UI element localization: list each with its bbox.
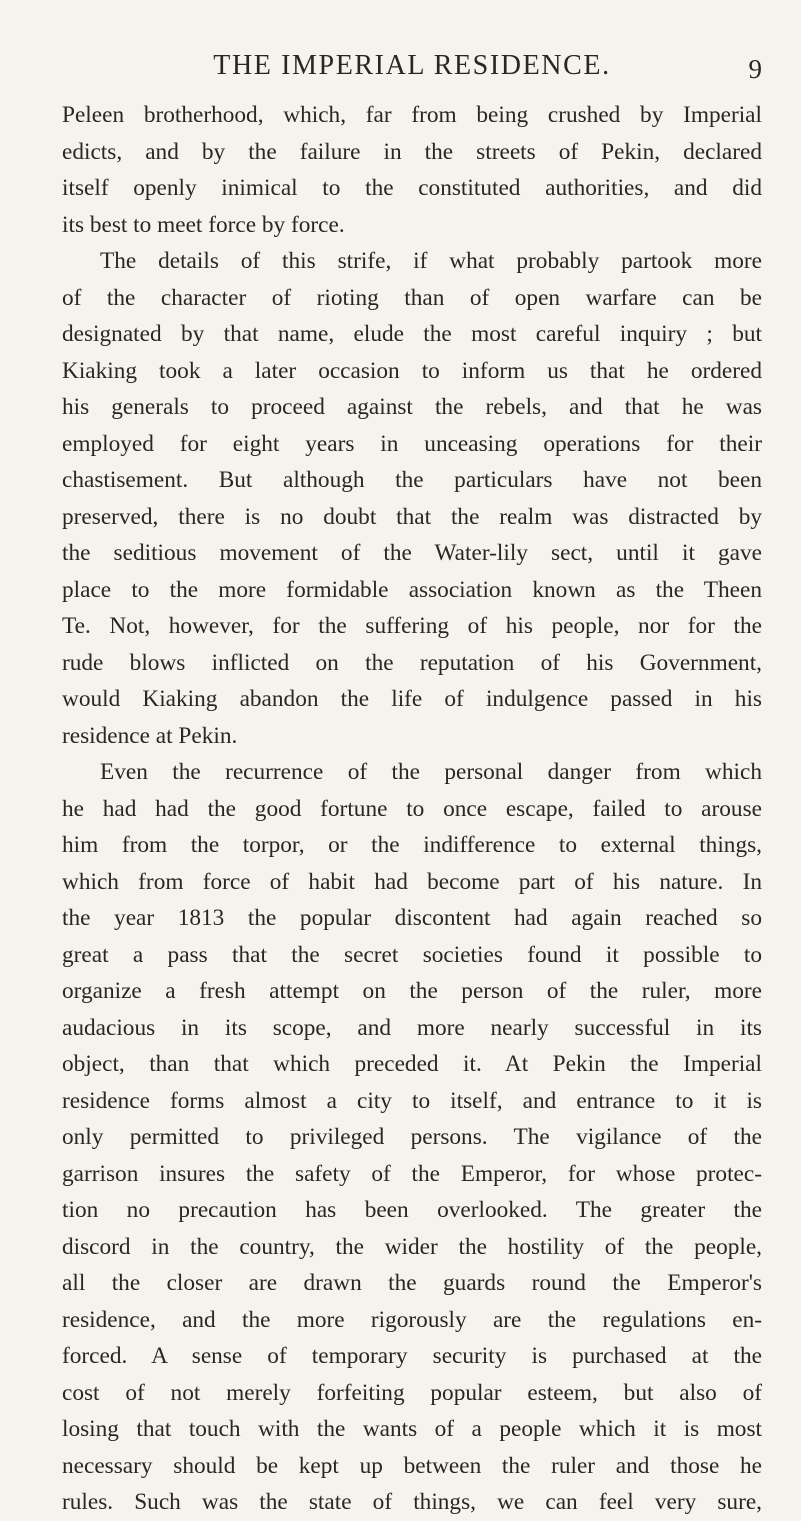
text-line: rude blows inflicted on the reputation of his Government, [62, 649, 762, 676]
text-line: cost of not merely forfeiting popular esteem, but also of [62, 1379, 762, 1406]
text-line: designated by that name, elude the most careful inquiry ; but [62, 321, 762, 347]
text-line: his generals to proceed against the rebels, and that he was [62, 394, 762, 420]
text-line: great a pass that the secret societies found it possible to [62, 941, 762, 968]
text-line: employed for eight years in unceasing operations for their [62, 430, 762, 457]
text-line: all the closer are drawn the guards round the Emperor's [62, 1270, 762, 1296]
text-line: residence, and the more rigorously are the regulations en- [62, 1306, 762, 1333]
text-line: organize a fresh attempt on the person of the ruler, more [62, 978, 762, 1004]
page-number: 9 [748, 54, 762, 84]
running-title: THE IMPERIAL RESIDENCE. [213, 50, 611, 81]
text-line: necessary should be kept up between the ruler and those he [62, 1452, 762, 1479]
text-line: only permitted to privileged persons. The vigilance of the [62, 1124, 762, 1150]
text-line: residence at Pekin. [62, 722, 238, 749]
text-line: the seditious movement of the Water-lily sect, until it gave [62, 540, 762, 566]
text-line: audacious in its scope, and more nearly successful in its [62, 1014, 762, 1041]
text-line: tion no precaution has been overlooked. The greater the [62, 1197, 762, 1223]
text-line: Even the recurrence of the personal danger from which [100, 759, 762, 785]
text-line: which from force of habit had become part of his nature. In [62, 868, 762, 895]
text-line: The details of this strife, if what probably partook more [100, 248, 762, 274]
text-line: preserved, there is no doubt that the realm was distracted by [62, 503, 762, 530]
text-line: forced. A sense of temporary security is purchased at the [62, 1343, 762, 1369]
text-line: its best to meet force by force. [62, 211, 345, 238]
text-line: object, than that which preceded it. At Pekin the Imperial [62, 1051, 762, 1077]
text-line: he had had the good fortune to once escape, failed to arouse [62, 795, 762, 822]
text-line: would Kiaking abandon the life of indulgence passed in his [62, 686, 762, 712]
text-line: garrison insures the safety of the Emperor, for whose protec- [62, 1160, 762, 1187]
body-text [62, 97, 762, 1521]
text-line: the year 1813 the popular discontent had again reached so [62, 905, 762, 931]
text-line: discord in the country, the wider the hostility of the people, [62, 1233, 762, 1260]
text-line: rules. Such was the state of things, we can feel very sure, [62, 1489, 762, 1515]
text-line: Peleen brotherhood, which, far from being crushed by Imperial [62, 102, 762, 128]
text-line: edicts, and by the failure in the streets of Pekin, declared [62, 138, 762, 165]
text-line: of the character of rioting than of open warfare can be [62, 284, 762, 311]
text-line: Te. Not, however, for the suffering of his people, nor for the [62, 613, 762, 639]
text-line: itself openly inimical to the constituted authorities, and did [62, 175, 762, 201]
text-line: place to the more formidable association known as the Theen [62, 576, 762, 603]
text-line: chastisement. But although the particulars have not been [62, 467, 762, 493]
running-head [62, 46, 762, 86]
text-line: losing that touch with the wants of a people which it is most [62, 1416, 762, 1442]
text-line: residence forms almost a city to itself, and entrance to it is [62, 1087, 762, 1114]
text-line: him from the torpor, or the indifference to external things, [62, 832, 762, 858]
text-line: Kiaking took a later occasion to inform us that he ordered [62, 357, 762, 384]
